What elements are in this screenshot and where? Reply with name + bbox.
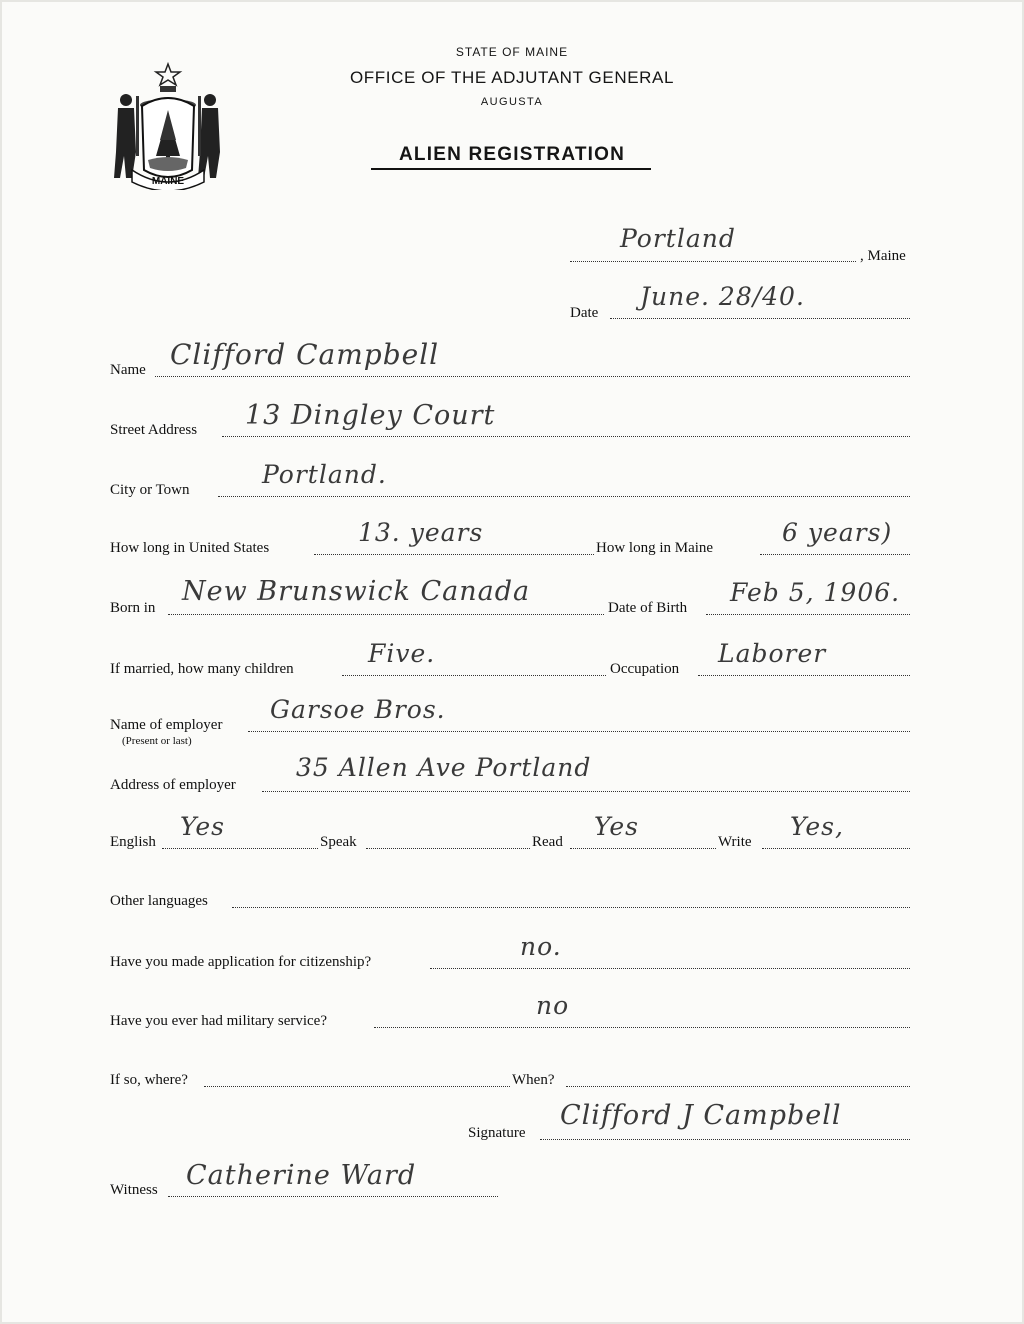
witness-label: Witness	[110, 1182, 158, 1198]
english-label: English	[110, 834, 156, 850]
years-maine-value: 6 years)	[782, 518, 893, 547]
city-line	[218, 496, 910, 497]
where-label: If so, where?	[110, 1072, 188, 1088]
name-value: Clifford Campbell	[170, 338, 440, 371]
seal-text: MAINE	[151, 176, 185, 187]
where-line	[204, 1086, 510, 1087]
town-line	[570, 261, 856, 262]
children-line	[342, 675, 606, 676]
occupation-label: Occupation	[610, 661, 680, 677]
date-line	[610, 318, 910, 319]
born-line	[168, 614, 604, 615]
header-city: AUGUSTA	[480, 96, 544, 108]
occupation-line	[698, 675, 910, 676]
employer-address-label: Address of employer	[110, 777, 236, 793]
born-label: Born in	[110, 600, 156, 616]
signature-line	[540, 1139, 910, 1140]
military-label: Have you ever had military service?	[110, 1013, 327, 1029]
children-label: If married, how many children	[110, 661, 294, 677]
dob-label: Date of Birth	[608, 600, 688, 616]
citizenship-label: Have you made application for citizenship?	[110, 954, 372, 970]
english-line	[162, 848, 318, 849]
years-maine-label: How long in Maine	[596, 540, 714, 556]
other-languages-line	[232, 907, 910, 908]
employer-address-line	[262, 791, 910, 792]
military-value: no	[536, 991, 570, 1020]
occupation-value: Laborer	[718, 639, 827, 668]
town-value: Portland	[620, 224, 736, 253]
employer-label: Name of employer	[110, 717, 223, 733]
years-us-line	[314, 554, 594, 555]
years-us-label: How long in United States	[110, 540, 270, 556]
speak-label: Speak	[320, 834, 357, 850]
military-line	[374, 1027, 910, 1028]
citizenship-line	[430, 968, 910, 969]
date-label: Date	[570, 305, 599, 321]
signature-label: Signature	[468, 1125, 526, 1141]
header-state: STATE OF MAINE	[455, 45, 569, 59]
when-label: When?	[512, 1072, 555, 1088]
signature-value: Clifford J Campbell	[560, 1100, 842, 1131]
when-line	[566, 1086, 910, 1087]
employer-note: (Present or last)	[122, 735, 192, 747]
dob-value: Feb 5, 1906.	[730, 578, 901, 607]
street-value: 13 Dingley Court	[245, 400, 496, 431]
write-line	[762, 848, 910, 849]
street-label: Street Address	[110, 422, 198, 438]
maine-label: , Maine	[860, 248, 906, 264]
title-underline	[371, 168, 651, 170]
date-value: June. 28/40.	[640, 282, 805, 311]
name-label: Name	[110, 362, 146, 378]
read-line	[570, 848, 716, 849]
read-label: Read	[532, 834, 563, 850]
city-label: City or Town	[110, 482, 190, 498]
other-languages-label: Other languages	[110, 893, 208, 909]
english-value: Yes	[180, 812, 225, 841]
years-us-value: 13. years	[358, 518, 484, 547]
write-value: Yes,	[790, 812, 844, 841]
city-value: Portland.	[262, 460, 387, 489]
header-office: OFFICE OF THE ADJUTANT GENERAL	[349, 68, 675, 87]
form-title: ALIEN REGISTRATION	[398, 144, 626, 165]
children-value: Five.	[368, 639, 436, 668]
write-label: Write	[718, 834, 752, 850]
name-line	[155, 376, 910, 377]
street-line	[222, 436, 910, 437]
employer-line	[248, 731, 910, 732]
speak-line	[366, 848, 530, 849]
dob-line	[706, 614, 910, 615]
witness-line	[168, 1196, 498, 1197]
witness-value: Catherine Ward	[186, 1160, 417, 1191]
born-value: New Brunswick Canada	[182, 576, 531, 607]
years-maine-line	[760, 554, 910, 555]
read-value: Yes	[594, 812, 639, 841]
employer-value: Garsoe Bros.	[270, 695, 446, 724]
employer-address-value: 35 Allen Ave Portland	[296, 753, 592, 782]
citizenship-value: no.	[520, 932, 562, 961]
